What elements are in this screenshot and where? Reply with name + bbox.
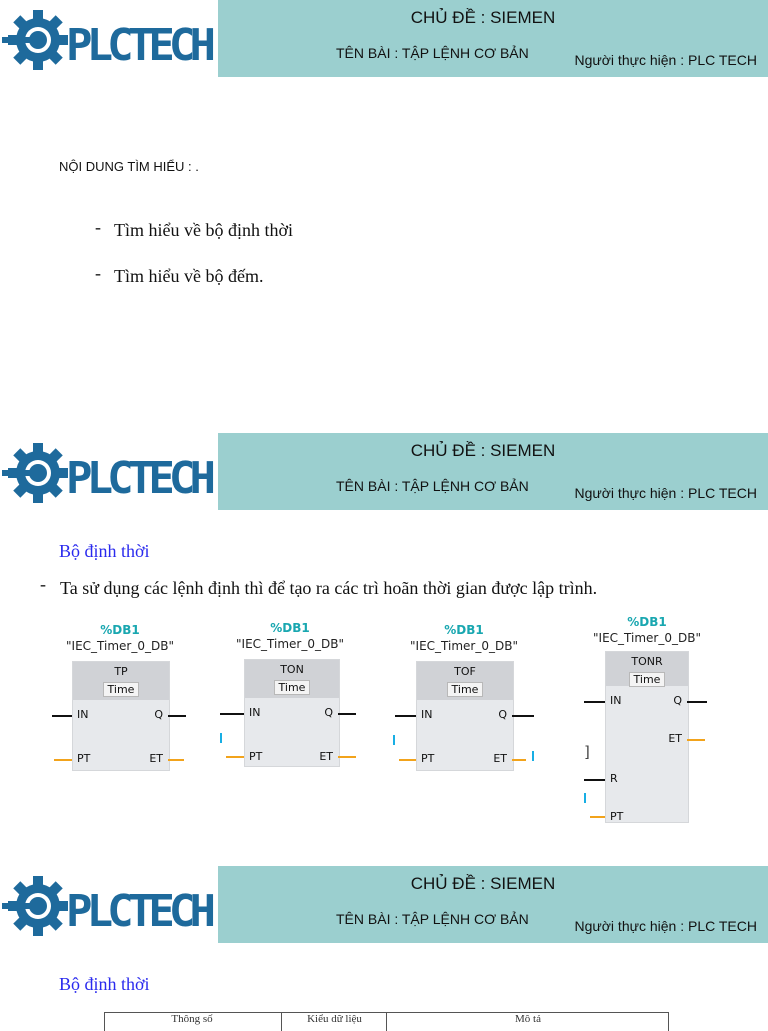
timer-header — [73, 662, 169, 700]
bracket-mark: ] — [584, 743, 590, 761]
pin-q: Q — [673, 694, 682, 707]
slide-header — [0, 433, 768, 510]
timer-body — [244, 659, 340, 767]
lesson-title: TÊN BÀI : TẬP LỆNH CƠ BẢN — [336, 911, 529, 927]
wire-pt — [226, 756, 244, 758]
bullet-item: Ta sử dụng các lệnh định thì để tạo ra các trì hoãn thời gian được lập trình. — [60, 578, 598, 598]
pin-in: IN — [421, 708, 433, 721]
svg-text:PLCTECH: PLCTECH — [66, 20, 216, 71]
lesson-title: TÊN BÀI : TẬP LỆNH CƠ BẢN — [336, 45, 529, 61]
wire-q — [512, 715, 534, 717]
wire-marker — [532, 751, 534, 761]
timer-time-type: Time — [103, 682, 140, 697]
timer-body — [72, 661, 170, 771]
wire-pt — [54, 759, 72, 761]
slide-2 — [0, 433, 768, 865]
wire-q — [687, 701, 707, 703]
timer-db: %DB1 — [444, 623, 484, 637]
timer-type: TP — [114, 665, 128, 678]
wire-r — [584, 779, 605, 781]
slide-header — [0, 866, 768, 943]
wire-in — [220, 713, 244, 715]
timer-db: %DB1 — [100, 623, 140, 637]
author-label: Người thực hiện : PLC TECH — [574, 52, 757, 68]
topic-title: CHỦ ĐỀ : SIEMEN — [410, 874, 556, 893]
gear-icon — [0, 0, 218, 77]
timer-time-type: Time — [447, 682, 484, 697]
wire-marker — [220, 733, 222, 743]
timer-header — [606, 652, 688, 686]
table-header-cell: Kiểu dữ liệu — [281, 1013, 387, 1031]
wire-pt — [590, 816, 605, 818]
timer-instance: "IEC_Timer_0_DB" — [410, 639, 518, 653]
wire-in — [395, 715, 416, 717]
wire-q — [168, 715, 186, 717]
timer-instance: "IEC_Timer_0_DB" — [66, 639, 174, 653]
wire-et — [338, 756, 356, 758]
pin-in: IN — [249, 706, 261, 719]
header-band — [218, 866, 768, 943]
parameter-table — [104, 1012, 669, 1031]
wire-q — [338, 713, 356, 715]
wire-et — [512, 759, 526, 761]
topic-title: CHỦ ĐỀ : SIEMEN — [410, 8, 556, 27]
timer-type: TOF — [454, 665, 476, 678]
timer-body — [416, 661, 514, 771]
bullet-dash: - — [95, 217, 101, 237]
pin-et: ET — [319, 750, 333, 763]
slide-header — [0, 0, 768, 77]
pin-et: ET — [493, 752, 507, 765]
wire-marker — [393, 735, 395, 745]
pin-q: Q — [324, 706, 333, 719]
plctech-logo — [0, 866, 218, 943]
wire-marker — [584, 793, 586, 803]
timer-block-tonr — [582, 607, 712, 825]
timer-block-tp — [50, 611, 190, 771]
svg-text:PLCTECH: PLCTECH — [66, 886, 216, 937]
timer-header — [245, 660, 339, 698]
timer-db: %DB1 — [270, 621, 310, 635]
plctech-logo — [0, 433, 218, 510]
lesson-title: TÊN BÀI : TẬP LỆNH CƠ BẢN — [336, 478, 529, 494]
topic-title: CHỦ ĐỀ : SIEMEN — [410, 441, 556, 460]
slide-3 — [0, 866, 768, 1024]
content-label: NỘI DUNG TÌM HIỂU : . — [59, 159, 199, 174]
pin-pt: PT — [610, 810, 624, 823]
header-band — [218, 433, 768, 510]
section-title: Bộ định thời — [59, 541, 150, 561]
timer-body — [605, 651, 689, 823]
timer-block-tof — [393, 611, 535, 771]
timer-instance: "IEC_Timer_0_DB" — [593, 631, 701, 645]
plctech-logo — [0, 0, 218, 77]
pin-in: IN — [610, 694, 622, 707]
bullet-item: Tìm hiểu về bộ định thời — [114, 220, 293, 240]
timer-header — [417, 662, 513, 700]
author-label: Người thực hiện : PLC TECH — [574, 918, 757, 934]
bullet-dash: - — [95, 263, 101, 283]
slide-1 — [0, 0, 768, 432]
timer-time-type: Time — [629, 672, 666, 687]
timer-db: %DB1 — [627, 615, 667, 629]
pin-pt: PT — [421, 752, 435, 765]
timer-type: TONR — [631, 655, 663, 668]
timer-type: TON — [280, 663, 304, 676]
gear-icon — [0, 866, 218, 943]
bullet-dash: - — [40, 574, 46, 594]
wire-pt — [399, 759, 416, 761]
pin-in: IN — [77, 708, 89, 721]
timer-block-ton — [220, 605, 360, 765]
timer-time-type: Time — [274, 680, 311, 695]
author-label: Người thực hiện : PLC TECH — [574, 485, 757, 501]
pin-r: R — [610, 772, 618, 785]
pin-et: ET — [668, 732, 682, 745]
section-title: Bộ định thời — [59, 974, 150, 994]
wire-et — [168, 759, 184, 761]
timer-instance: "IEC_Timer_0_DB" — [236, 637, 344, 651]
header-band — [218, 0, 768, 77]
wire-in — [584, 701, 605, 703]
pin-et: ET — [149, 752, 163, 765]
wire-in — [52, 715, 72, 717]
bullet-item: Tìm hiểu về bộ đếm. — [114, 266, 264, 286]
pin-pt: PT — [249, 750, 263, 763]
pin-q: Q — [498, 708, 507, 721]
pin-q: Q — [154, 708, 163, 721]
gear-icon — [0, 433, 218, 510]
wire-et — [687, 739, 705, 741]
table-header-cell: Thông số — [171, 1013, 213, 1025]
pin-pt: PT — [77, 752, 91, 765]
svg-text:PLCTECH: PLCTECH — [66, 453, 216, 504]
table-header-cell: Mô tả — [386, 1013, 669, 1031]
